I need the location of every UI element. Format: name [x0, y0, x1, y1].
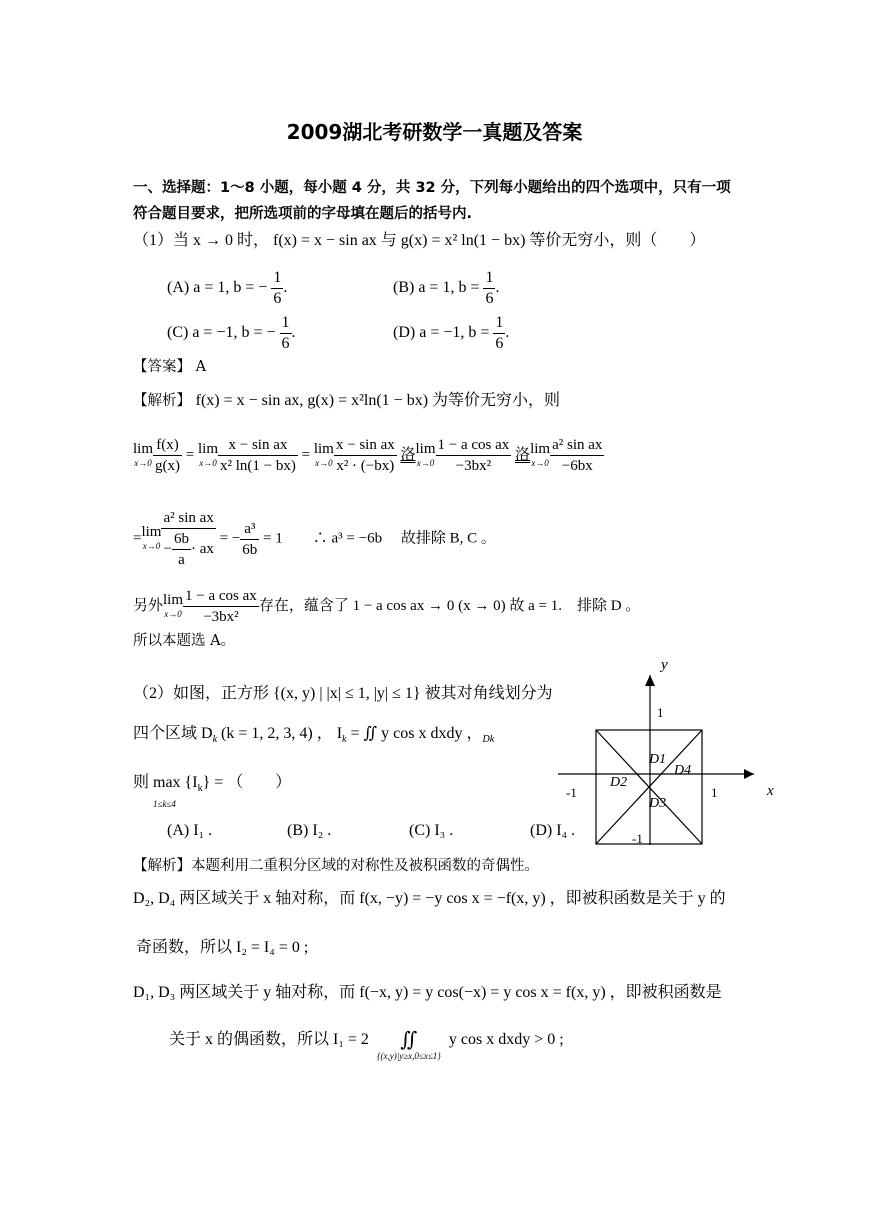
region-d4: D4: [674, 763, 692, 778]
q2-option-a: (A) I₁ .: [167, 822, 213, 839]
q2-line-d: 关于 x 的偶函数，所以 I₁ = 2 ∬ {(x,y)|y≥x,0≤x≤1} y cos x dxdy > 0 ;: [169, 1029, 564, 1061]
q2-stem-line1: （2）如图，正方形 {(x, y) | |x| ≤ 1, |y| ≤ 1} 被其对角线划分为: [133, 685, 553, 702]
q2-stem-line3: 则 $\max \{I_k\}$ = （ ） 1≤k≤4: [133, 774, 292, 810]
q1-analysis-label: 【解析】: [133, 393, 191, 409]
q1-analysis-text: f(x) = x − sin ax, g(x) = x²ln(1 − bx) 为等价无穷小，则: [195, 392, 561, 409]
y-axis-arrow: [645, 675, 655, 686]
q1-answer: 【答案】 A: [133, 359, 207, 375]
q1-conclusion: 所以本题选 A。: [133, 633, 236, 649]
hospital-mark-1: 洛: [400, 446, 416, 463]
frac-step-2: $\frac{\text{x − sin ax}}{\text{x² ln(1 − bx)}}$: [220, 437, 296, 474]
frac-step-4: $\frac{\text{1 − a cos ax}}{\text{−3bx²}}$: [437, 437, 510, 474]
axis-label-y: y: [661, 657, 668, 673]
q1-option-c-frac: $\frac{1}{6}$: [281, 314, 290, 352]
lim-4: lim x→0: [415, 440, 436, 468]
section-heading-line2: 符合题目要求，把所选项前的字母填在题后的括号内.: [133, 206, 473, 222]
lim-2: lim x→0: [197, 440, 218, 468]
q1-option-d: (D) a = −1, b = $\frac{1}{6}$ .: [393, 314, 510, 352]
tick-x-left: -1: [566, 785, 577, 800]
q2-line-a: D₂, D₄ 两区域关于 x 轴对称，而 f(x, −y) = −y cos x = −f(x, y) ，即被积函数是关于 y 的: [133, 890, 726, 907]
region-d2: D2: [610, 775, 628, 790]
section-heading-line1: 一、选择题：1～8 小题，每小题 4 分，共 32 分，下列每小题给出的四个选项中，只有一项: [133, 180, 731, 196]
q1-extra-line: 另外lim x→0 $\frac{\text{1 − a cos ax}}{\text{−3bx²}}$ 存在，蕴含了 1 − a cos ax → 0 (x → 0) 故 a = 1. 排除 D 。: [133, 588, 641, 625]
q1-option-b: (B) a = 1, b = $\frac{1}{6}$ .: [393, 269, 500, 307]
q1-option-a-frac: $\frac{1}{6}$: [273, 269, 282, 307]
q2-option-c: (C) I₃ .: [409, 822, 454, 839]
tick-x-right: 1: [711, 785, 718, 800]
q2-line-c: D₁, D₃ 两区域关于 y 轴对称，而 f(−x, y) = y cos(−x) = y cos x = f(x, y) ，即被积函数是: [133, 984, 722, 1001]
lim-3: lim x→0: [313, 440, 334, 468]
q1-option-b-frac: $\frac{1}{6}$: [485, 269, 494, 307]
q2-stem-line2: 四个区域 $D_k$ (k = 1, 2, 3, 4) ， $I_k$ = ∬ y cos x dxdy ，$_{Dk}$: [133, 725, 495, 746]
q1-derivation-tail: = 1 ∴ a³ = −6b 故排除 B, C 。: [263, 530, 496, 547]
frac-extra: $\frac{\text{1 − a cos ax}}{\text{−3bx²}}$: [185, 588, 257, 625]
q1-option-b-text: (B) a = 1, b =: [393, 279, 480, 297]
hospital-mark-2: 洛: [515, 446, 531, 463]
q1-stem: （1）当 x → 0 时， f(x) = x − sin ax 与 g(x) = x² ln(1 − bx) 等价无穷小，则（ ）: [133, 232, 706, 249]
tick-y-bottom: -1: [632, 831, 643, 846]
region-d1: D1: [649, 752, 667, 767]
q2-option-b: (B) I₂ .: [287, 822, 332, 839]
q1-option-c-text: (C) a = −1, b = −: [167, 324, 276, 342]
frac-step-3: $\frac{\text{x − sin ax}}{\text{x² · (−bx)}}$: [335, 437, 395, 474]
q2-line-b: 奇函数，所以 I₂ = I₄ = 0 ;: [136, 939, 309, 956]
q1-limit-chain: lim x→0 $\frac{f(x)}{g(x)}$ = lim x→0 $\frac{\text{x − sin ax}}{\text{x² ln(1 − bx)}}$ = lim x→0 $\frac{\text{x − sin ax}}{\text{x² · (−bx)}}$ 洛lim x→0 $\frac{\text{1 − a cos ax}}{\text{−3bx²}}$ 洛lim x→0 $\frac{\text{a² sin ax}}{-6bx}$: [133, 437, 603, 474]
q1-option-a: (A) a = 1, b = − $\frac{1}{6}$ .: [167, 269, 288, 307]
double-integral: ∬ {(x,y)|y≥x,0≤x≤1}: [376, 1029, 441, 1061]
lim-6: lim x→0: [141, 524, 162, 551]
q1-option-d-frac: $\frac{1}{6}$: [495, 314, 504, 352]
region-figure: [548, 655, 798, 855]
region-d3: D3: [649, 796, 667, 811]
frac-f-over-g: $\frac{f(x)}{g(x)}$: [155, 437, 181, 474]
q1-option-c: (C) a = −1, b = − $\frac{1}{6}$ .: [167, 314, 296, 352]
lim-1: lim x→0: [133, 440, 154, 468]
lim-5: lim x→0: [530, 440, 551, 468]
x-axis-arrow: [744, 769, 754, 779]
q1-derivation-line: =lim x→0 a² sin ax − $\frac{6b}{a}$ · ax = − $\frac{\text{a³}}{6b}$ = 1 ∴ a³ = −6b 故排除 B, C 。: [133, 510, 496, 568]
q1-analysis: [133, 391, 560, 411]
q1-option-a-text: (A) a = 1, b = −: [167, 279, 268, 297]
q1-option-d-text: (D) a = −1, b =: [393, 324, 490, 342]
lim-7: lim x→0: [163, 591, 184, 619]
page-title: 2009湖北考研数学一真题及答案: [286, 120, 583, 144]
q2-option-d: (D) I₄ .: [530, 822, 576, 839]
tick-y-top: 1: [657, 705, 664, 720]
frac-step-5: $\frac{\text{a² sin ax}}{-6bx}$: [552, 437, 603, 474]
q2-analysis: 【解析】本题利用二重积分区域的对称性及被积函数的奇偶性。: [133, 858, 539, 874]
frac-nested: a² sin ax − $\frac{6b}{a}$ · ax: [163, 510, 214, 568]
frac-a3-6b: $\frac{\text{a³}}{6b}$: [242, 520, 258, 558]
axis-label-x: x: [767, 783, 774, 799]
